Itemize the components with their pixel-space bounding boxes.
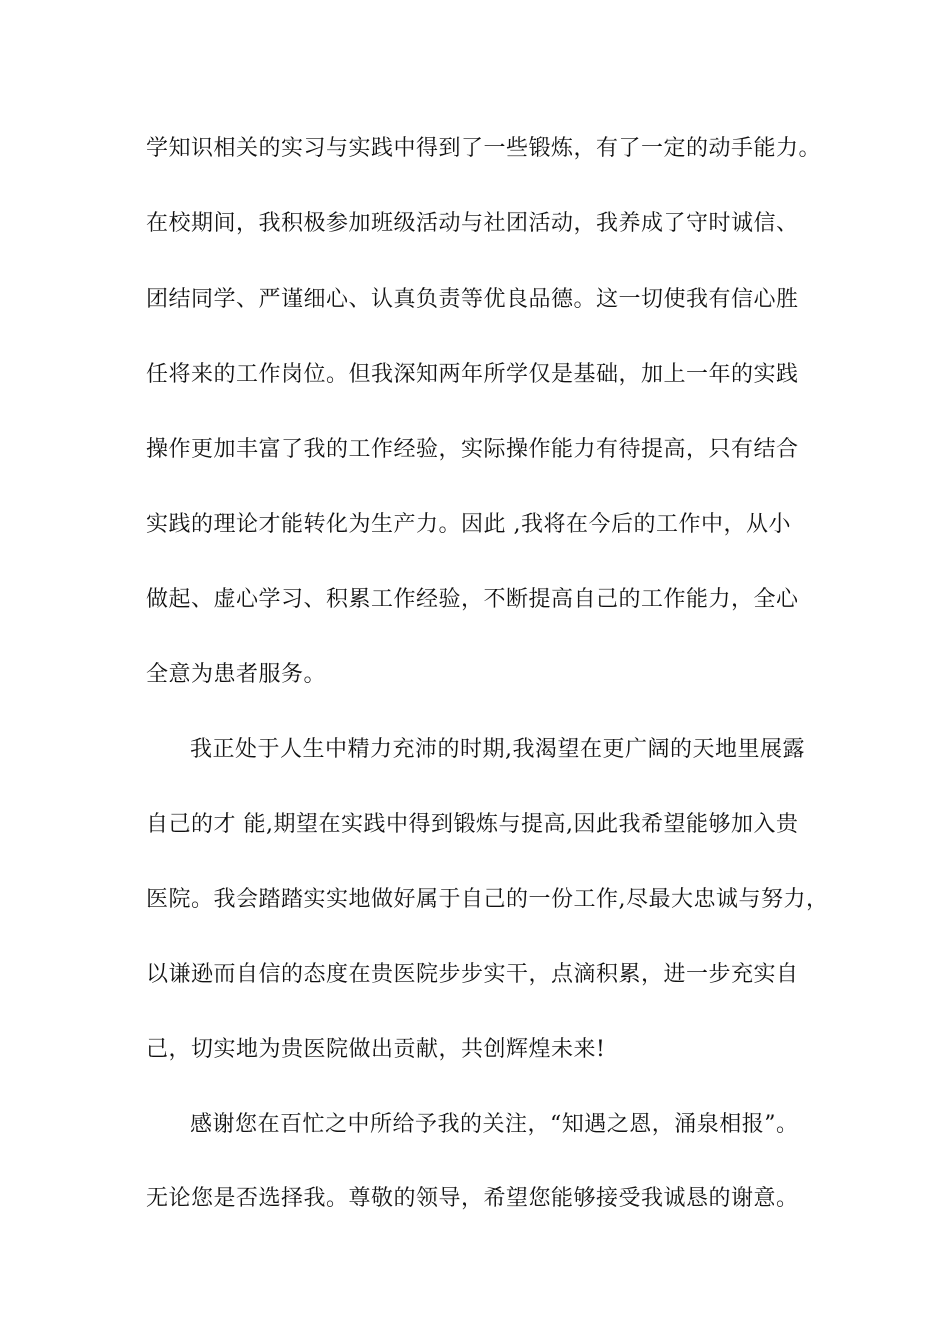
- paragraph-1-line-8: 全意为患者服务。: [146, 662, 327, 687]
- paragraph-3-line-1: 感谢您在百忙之中所给予我的关注，“知遇之恩，涌泉相报”。: [190, 1112, 799, 1137]
- paragraph-1-line-7: 做起、虚心学习、积累工作经验，不断提高自己的工作能力，全心: [146, 587, 799, 612]
- paragraph-2-line-1: 我正处于人生中精力充沛的时期,我渴望在更广阔的天地里展露: [190, 737, 805, 762]
- paragraph-2-line-5: 己，切实地为贵医院做出贡献，共创辉煌未来!: [146, 1037, 606, 1062]
- paragraph-3-line-2: 无论您是否选择我。尊敬的领导，希望您能够接受我诚恳的谢意。: [146, 1186, 799, 1211]
- paragraph-2-line-4: 以谦逊而自信的态度在贵医院步步实干，点滴积累，进一步充实自: [146, 962, 799, 987]
- paragraph-1-line-2: 在校期间，我积极参加班级活动与社团活动，我养成了守时诚信、: [146, 211, 799, 236]
- paragraph-1-line-5: 操作更加丰富了我的工作经验，实际操作能力有待提高，只有结合: [146, 437, 799, 462]
- paragraph-1-line-4: 任将来的工作岗位。但我深知两年所学仅是基础，加上一年的实践: [146, 362, 799, 387]
- paragraph-1-line-3: 团结同学、严谨细心、认真负责等优良品德。这一切使我有信心胜: [146, 287, 799, 312]
- paragraph-1-line-6: 实践的理论才能转化为生产力。因此 ,我将在今后的工作中，从小: [146, 512, 791, 537]
- paragraph-2-line-3: 医院。我会踏踏实实地做好属于自己的一份工作,尽最大忠诚与努力，: [146, 887, 829, 912]
- paragraph-2-line-2: 自己的才 能,期望在实践中得到锻炼与提高,因此我希望能够加入贵: [146, 812, 799, 837]
- paragraph-1-line-1: 学知识相关的实习与实践中得到了一些锻炼，有了一定的动手能力。: [146, 136, 822, 161]
